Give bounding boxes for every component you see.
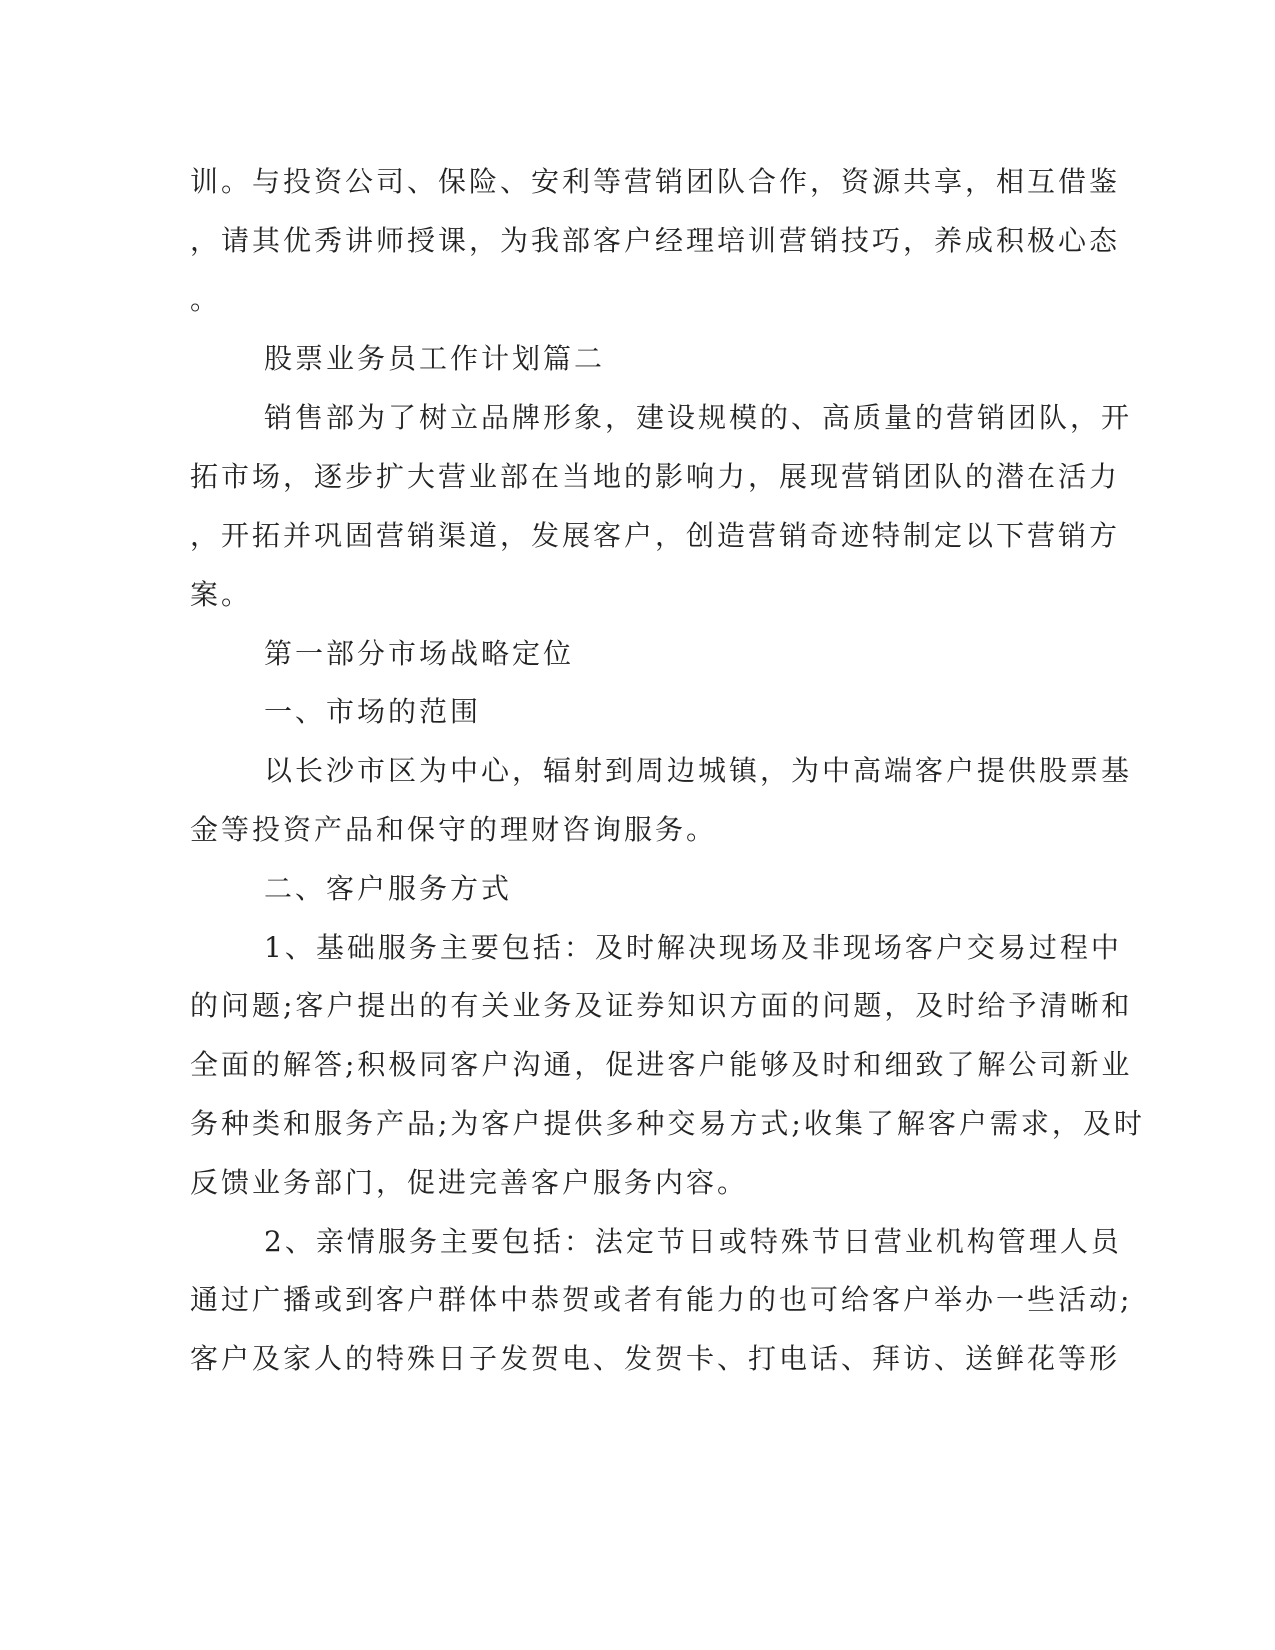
section-heading: 股票业务员工作计划篇二	[264, 342, 606, 375]
text-line: 。	[190, 283, 222, 316]
text-line: 通过广播或到客户群体中恭贺或者有能力的也可给客户举办一些活动;	[190, 1283, 1133, 1316]
subsection-heading: 二、客户服务方式	[264, 872, 513, 905]
subsection-heading: 一、市场的范围	[264, 695, 482, 728]
text-line: 训。与投资公司、保险、安利等营销团队合作，资源共享，相互借鉴	[190, 165, 1121, 198]
text-line: 案。	[190, 578, 253, 611]
text-line: 销售部为了树立品牌形象，建设规模的、高质量的营销团队，开	[264, 401, 1133, 434]
text-line: 务种类和服务产品;为客户提供多种交易方式;收集了解客户需求，及时	[190, 1107, 1145, 1140]
text-line: ，开拓并巩固营销渠道，发展客户，创造营销奇迹特制定以下营销方	[190, 519, 1121, 552]
text-line: 以长沙市区为中心，辐射到周边城镇，为中高端客户提供股票基	[264, 754, 1133, 787]
text-line: 拓市场，逐步扩大营业部在当地的影响力，展现营销团队的潜在活力	[190, 460, 1121, 493]
section-heading: 第一部分市场战略定位	[264, 637, 575, 670]
text-line: 金等投资产品和保守的理财咨询服务。	[190, 813, 718, 846]
text-line: 全面的解答;积极同客户沟通，促进客户能够及时和细致了解公司新业	[190, 1048, 1133, 1081]
text-line: 客户及家人的特殊日子发贺电、发贺卡、打电话、拜访、送鲜花等形	[190, 1342, 1121, 1375]
text-line: ，请其优秀讲师授课，为我部客户经理培训营销技巧，养成积极心态	[190, 224, 1121, 257]
text-line: 的问题;客户提出的有关业务及证券知识方面的问题，及时给予清晰和	[190, 989, 1133, 1022]
text-line: 1、基础服务主要包括：及时解决现场及非现场客户交易过程中	[264, 931, 1122, 964]
text-line: 反馈业务部门，促进完善客户服务内容。	[190, 1166, 749, 1199]
text-line: 2、亲情服务主要包括：法定节日或特殊节日营业机构管理人员	[264, 1225, 1122, 1258]
